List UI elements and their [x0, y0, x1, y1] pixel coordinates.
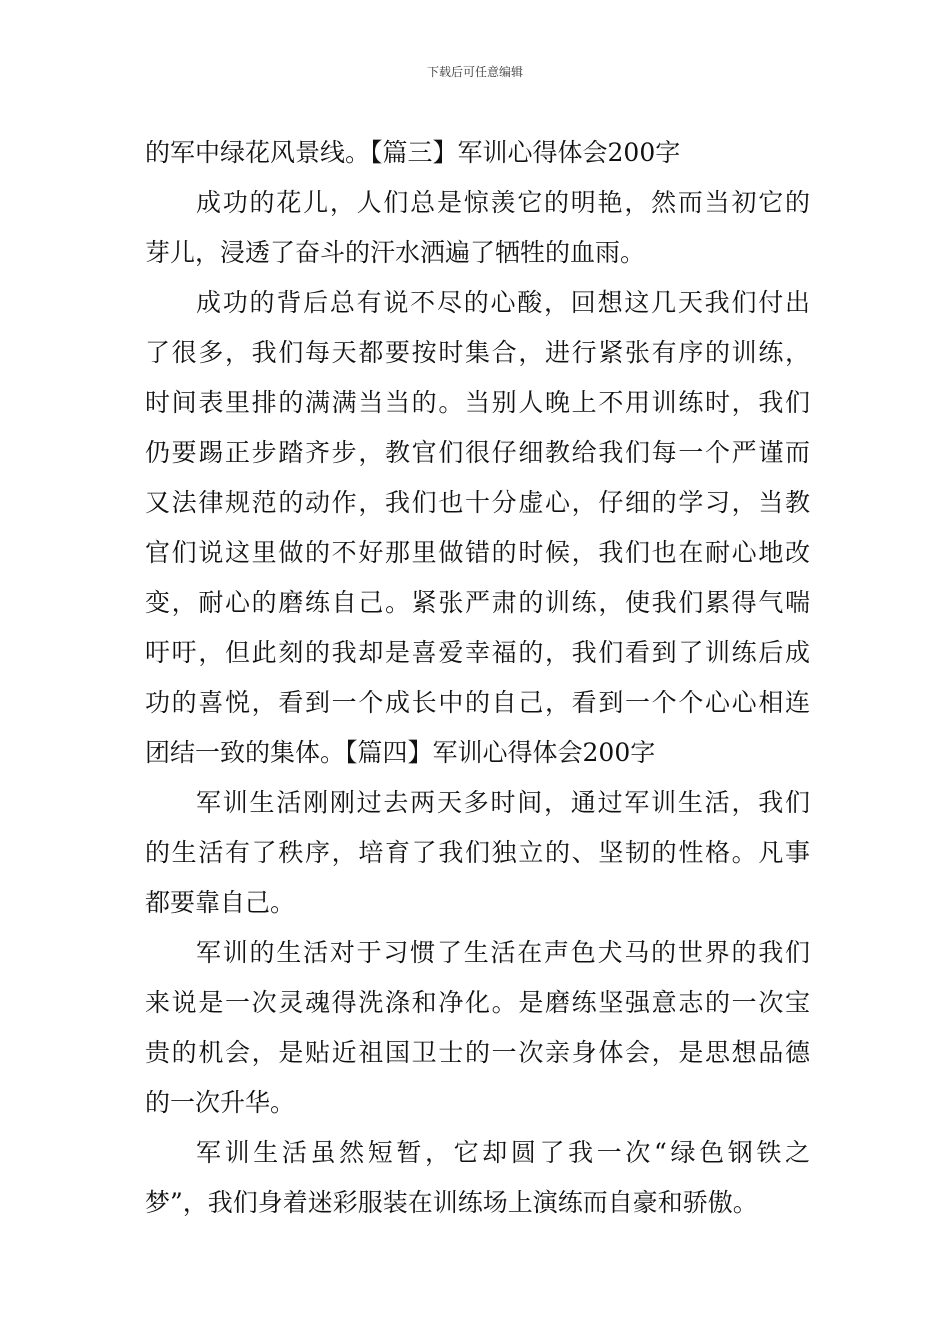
document-body: [145, 128, 810, 1228]
text-line-13: 团结一致的集体。【篇四】军训心得体会200字: [145, 738, 656, 767]
text-line-8: 又法律规范的动作，我们也十分虚心，仔细的学习，当教: [145, 488, 810, 517]
text-line-10: 变，耐心的磨练自己。紧张严肃的训练，使我们累得气喘: [145, 588, 810, 617]
text-line-20: 的一次升华。: [145, 1088, 296, 1117]
text-line-11: 吁吁，但此刻的我却是喜爱幸福的，我们看到了训练后成: [145, 638, 810, 667]
text-line-5: 了很多，我们每天都要按时集合，进行紧张有序的训练，: [145, 338, 810, 367]
text-line-19: 贵的机会，是贴近祖国卫士的一次亲身体会，是思想品德: [145, 1038, 810, 1067]
text-line-4: 成功的背后总有说不尽的心酸，回想这几天我们付出: [196, 288, 810, 317]
text-line-18: 来说是一次灵魂得洗涤和净化。是磨练坚强意志的一次宝: [145, 988, 810, 1017]
text-line-9: 官们说这里做的不好那里做错的时候，我们也在耐心地改: [145, 538, 810, 567]
text-line-21: 军训生活虽然短暂，它却圆了我一次“绿色钢铁之: [196, 1138, 810, 1167]
text-line-22: 梦”，我们身着迷彩服装在训练场上演练而自豪和骄傲。: [145, 1188, 758, 1217]
text-line-3: 芽儿，浸透了奋斗的汗水洒遍了牺牲的血雨。: [145, 238, 646, 267]
text-line-14: 军训生活刚刚过去两天多时间，通过军训生活，我们: [196, 788, 810, 817]
text-line-7: 仍要踢正步踏齐步，教官们很仔细教给我们每一个严谨而: [145, 438, 810, 467]
page-header: 下载后可任意编辑: [426, 65, 523, 79]
text-line-6: 时间表里排的满满当当的。当别人晚上不用训练时，我们: [145, 388, 810, 417]
text-line-16: 都要靠自己。: [145, 888, 296, 917]
text-line-2: 成功的花儿，人们总是惊羡它的明艳，然而当初它的: [196, 188, 810, 217]
text-line-17: 军训的生活对于习惯了生活在声色犬马的世界的我们: [196, 938, 810, 967]
text-line-15: 的生活有了秩序，培育了我们独立的、坚韧的性格。凡事: [145, 838, 810, 867]
text-line-12: 功的喜悦，看到一个成长中的自己，看到一个个心心相连: [145, 688, 810, 717]
text-line-1: 的军中绿花风景线。【篇三】军训心得体会200字: [145, 138, 681, 167]
